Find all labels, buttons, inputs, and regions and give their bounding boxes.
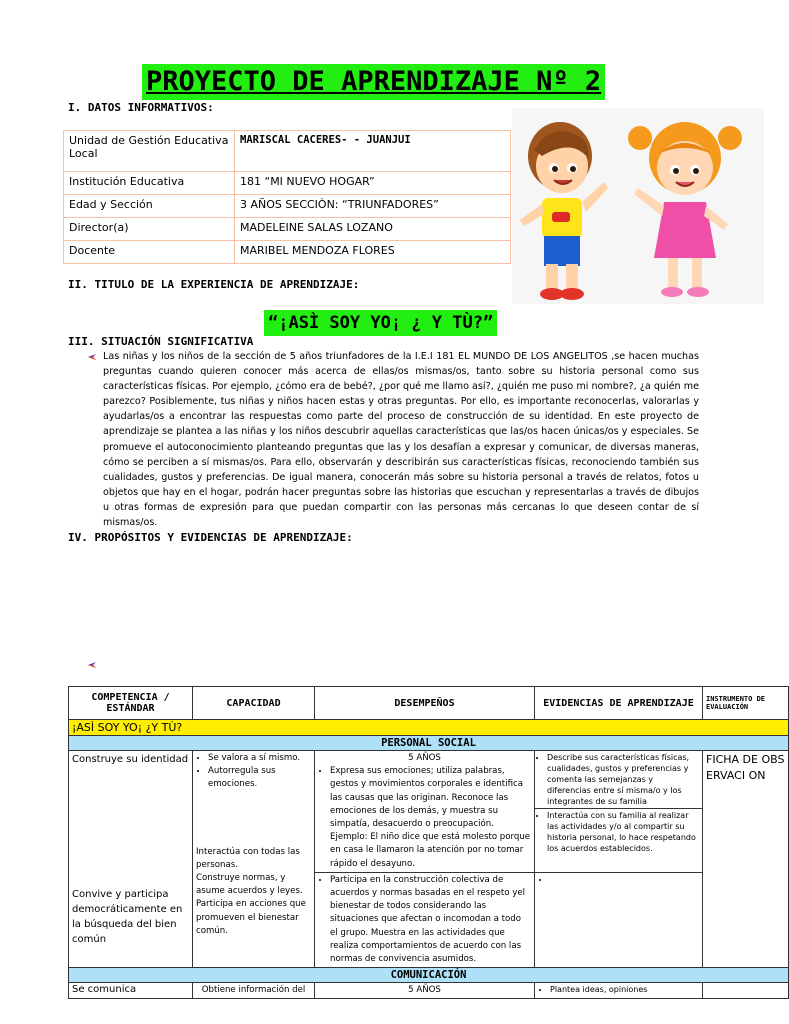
capacity-item: • Se valora a sí mismo. [208, 752, 311, 765]
info-row [64, 172, 511, 195]
info-value: 181 “MI NUEVO HOGAR” [235, 172, 511, 195]
col-header-desempenos: DESEMPEÑOS [315, 687, 535, 720]
info-value: MADELEINE SALAS LOZANO [235, 218, 511, 241]
section-heading-situacion: III. SITUACIÓN SIGNIFICATIVA [68, 335, 254, 348]
project-title: PROYECTO DE APRENDIZAJE Nº 2 [142, 64, 605, 100]
project-row-label: ¡ASÌ SOY YO¡ ¿Y TÙ? [69, 720, 789, 736]
competency-identidad: Construye su identidad [72, 754, 189, 765]
col-header-capacidad: CAPACIDAD [193, 687, 315, 720]
evidence-item-empty [550, 874, 699, 885]
table-row [69, 751, 789, 873]
area-band-row [69, 736, 789, 751]
situation-paragraph: Las niñas y los niños de la sección de 5 años triunfadores de la I.E.I 181 EL MUNDO DE LOS ANGELITOS ,se hacen muchas preguntas cuando quieren conocer más acerca de ellas/os mismas/os, tanto sobre su historia personal como sus características físicas. Por ejemplo, ¿cómo era de bebé?, ¿por qué me llamo así?, ¿quién me puso mi nombre?, ¿a quién me parezco? Posiblemente, tus niñas y niños hacen estas y otras preguntas. Por ello, es importante reconocerlas, valorarlas y ayudarlas/os a encontrar las respuestas como parte del proceso de construcción de su identidad. En este proyecto de aprendizaje se plantea a las niñas y los niños descubrir aquellas características que las/os hacen únicas/os y especiales. Se promueve el autoconocimiento planteando preguntas que las y los desafían a expresar y comunicar, de diversas maneras, cómo se perciben a sí mismas/os. Para ello, observarán y describirán sus características físicas, reconociendo también sus cualidades, gustos y preferencias. De igual manera, conocerán más sobre su historia personal a través de relatos, fotos u objetos que hay en el hogar, podrán hacer preguntas sobre las historias que escuchan y representarlas a través de dibujos u otras formas de expresión para que puedan compartir con las personas más cercanas lo que deseen contar de sí mismas/os. [103, 351, 699, 529]
evidence-cell [535, 983, 703, 999]
info-row [64, 218, 511, 241]
performance-cell [315, 751, 535, 873]
competency-comunica: Se comunica [69, 983, 193, 999]
area-band-comunicacion: COMUNICACIÓN [69, 968, 789, 983]
area-band-personal-social: PERSONAL SOCIAL [69, 736, 789, 751]
col-header-instrumento: INSTRUMENTO DE EVALUACIÓN [703, 687, 789, 720]
capacity-item: Construye normas, y asume acuerdos y leyes. [196, 873, 303, 897]
experience-title: “¡ASÌ SOY YO¡ ¿ Y TÙ?” [264, 310, 497, 336]
arrow-bullet-icon [88, 661, 96, 669]
evidence-item: • Describe sus características físicas, cualidades, gustos y preferencias y comenta las semejanzas y diferencias entre sí misma/o y los integrantes de su familia [547, 752, 699, 807]
evidence-item: • Plantea ideas, opiniones [550, 984, 699, 995]
evidence-item: • Interactúa con su familia al realizar las actividades y/o al compartir su historia personal, lo hace respetando los acuerdos establecidos. [547, 810, 699, 854]
children-illustration [512, 108, 764, 304]
table-header-row [69, 687, 789, 720]
info-value: 3 AÑOS SECCIÒN: “TRIUNFADORES” [235, 195, 511, 218]
col-header-competencia: COMPETENCIA / ESTÁNDAR [69, 687, 193, 720]
capacity-item: Interactúa con todas las personas. [196, 846, 300, 870]
section-heading-datos: I. DATOS INFORMATIVOS: [68, 101, 214, 114]
info-key: Edad y Sección [64, 195, 235, 218]
competency-cell [69, 751, 193, 968]
table-row [69, 983, 789, 999]
instrument-cell [703, 983, 789, 999]
performance-item: • Participa en la construcción colectiva de acuerdos y normas basadas en el respeto yel bienestar de todos considerando las situaciones que afectan o incomodan a todo el grupo. Muestra en las actividades que realiza comportamientos de acuerdo con las normas de convivencia asumidos. [330, 874, 531, 966]
info-value: MARISCAL CACERES- - JUANJUI [235, 131, 511, 172]
info-key: Institución Educativa [64, 172, 235, 195]
arrow-bullet-icon [88, 353, 96, 361]
capacity-item: Participa en acciones que promueven el bienestar común. [196, 899, 306, 936]
age-label: 5 AÑOS [408, 753, 441, 763]
section-heading-titulo: II. TITULO DE LA EXPERIENCIA DE APRENDIZAJE: [68, 278, 360, 291]
competency-convive: Convive y participa democráticamente en la búsqueda del bien común [72, 889, 183, 945]
performance-item: • Expresa sus emociones; utiliza palabras, gestos y movimientos corporales e identifica las causas que las originan. Reconoce las emociones de los demás, y muestra su simpatía, desacuerdo o preocupación. Ejemplo: El niño dice que está molesto porque en casa le llamaron la atención por no tomar rápido el desayuno. [330, 765, 531, 871]
evidence-cell [535, 872, 703, 967]
info-row [64, 131, 511, 172]
info-table [63, 130, 511, 264]
info-value: MARIBEL MENDOZA FLORES [235, 241, 511, 264]
capacity-item: • Autorregula sus emociones. [208, 765, 311, 791]
info-key: Docente [64, 241, 235, 264]
capacity-item: Obtiene información del [193, 983, 315, 999]
info-key: Director(a) [64, 218, 235, 241]
col-header-evidencias: EVIDENCIAS DE APRENDIZAJE [535, 687, 703, 720]
evidence-cell [535, 751, 703, 873]
info-row [64, 195, 511, 218]
area-band-row [69, 968, 789, 983]
performance-cell [315, 872, 535, 967]
capacity-cell [193, 751, 315, 968]
section-heading-propositos: IV. PROPÓSITOS Y EVIDENCIAS DE APRENDIZAJE: [68, 531, 353, 544]
purposes-table [68, 686, 789, 999]
instrument-cell: FICHA DE OBSERVACI ON [703, 751, 789, 968]
age-label: 5 AÑOS [315, 983, 535, 999]
info-row [64, 241, 511, 264]
info-key: Unidad de Gestión Educativa Local [64, 131, 235, 172]
project-row [69, 720, 789, 736]
